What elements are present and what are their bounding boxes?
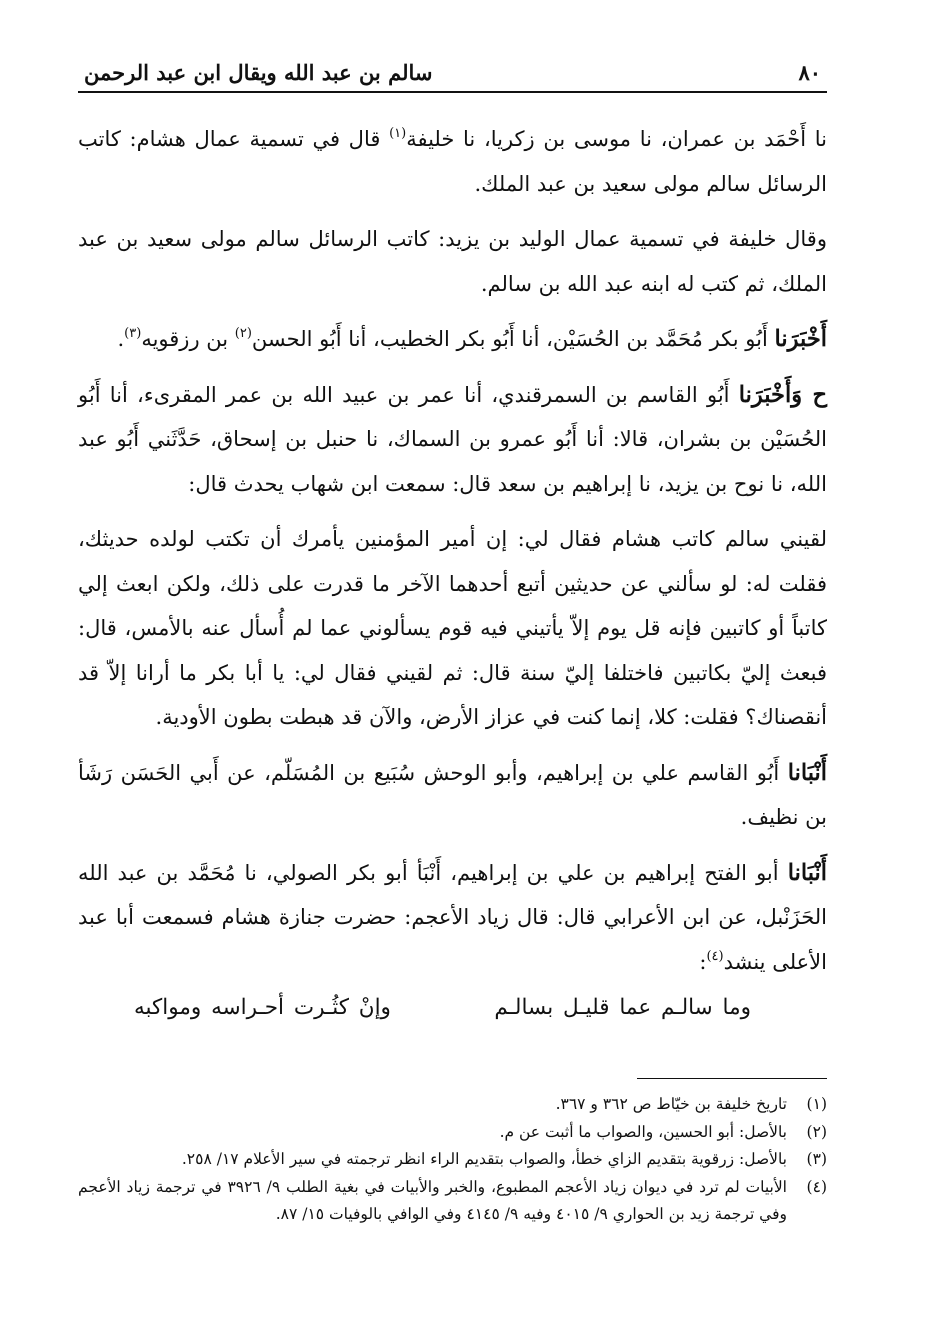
running-title: سالم بن عبد الله ويقال ابن عبد الرحمن — [84, 60, 433, 85]
footnote-text: بالأصل: زرقوية بتقديم الزاي خطأ، والصواب بتقديم الراء انظر ترجمته في سير الأعلام ١٧/ ٢٥٨. — [181, 1150, 787, 1168]
poetry-verse — [78, 995, 827, 1020]
paragraph-7-text-b: : — [699, 949, 707, 974]
verse-second-hemistich: وإنْ كثُـرت أحـراسه ومواكبه — [134, 995, 391, 1020]
paragraph-3-text-b: بن رزقويه — [141, 327, 235, 351]
paragraph-4 — [78, 373, 827, 507]
footnote-2 — [78, 1119, 827, 1147]
footnote-text: الأبيات لم ترد في ديوان زياد الأعجم المطبوع، والخبر والأبيات في بغية الطلب ٩/ ٣٩٢٦ في ترجمة زياد الأعجم وفي ترجمة زيد بن الحواري ٩/ ٤٠١٥ وفيه ٩/ ٤١٤٥ وفي الوافي بالوفيات ١٥/ ٨٧. — [78, 1177, 787, 1223]
footnote-number: (٣) — [806, 1150, 827, 1168]
paragraph-3-text-c: . — [117, 327, 125, 351]
isnad-lead-akhbarana: أَخْبَرَنا — [774, 326, 827, 352]
footnote-number: (١) — [806, 1095, 827, 1113]
isnad-lead-anbana-2: أَنْبَانا — [787, 859, 827, 886]
footnote-1 — [78, 1091, 827, 1119]
footnote-number: (٤) — [806, 1177, 827, 1196]
footnote-3 — [78, 1146, 827, 1174]
paragraph-6 — [78, 751, 827, 840]
footnote-ref-2: (٢) — [234, 326, 252, 341]
paragraph-7 — [78, 851, 827, 985]
paragraph-2: وقال خليفة في تسمية عمال الوليد بن يزيد: كاتب الرسائل سالم مولى سعيد بن عبد الملك، ثم كتب له ابنه عبد الله بن سالم. — [78, 227, 827, 296]
footnote-text: بالأصل: أبو الحسين، والصواب ما أثبت عن م. — [499, 1122, 787, 1141]
book-page — [78, 60, 827, 1229]
header-rule — [78, 91, 827, 93]
footnote-ref-4: (٤) — [706, 948, 724, 964]
paragraph-5: لقيني سالم كاتب هشام فقال لي: إن أمير المؤمنين يأمرك أن تكتب لولده حديثك، فقلت له: لو سألني عن حديثين أتبع أحدهما الآخر ما قدرت على ذلك، ولكن ابعث إلي كاتباً أو كاتبين فإنه قل يوم إلاّ يأتيني فيه قوم يسألوني عما لم أُسأل عنه بالأمس، قال: فبعث إليّ بكاتبين فاختلفا إليّ سنة قال: ثم لقيني فقال لي: يا أبا بكر ما أرانا إلاّ قد أنقصناك؟ فقلت: كلا، إنما كنت في عزاز الأرض، والآن قد هبطت بطون الأودية. — [78, 527, 827, 729]
isnad-lead-anbana-1: أَنْبَانا — [787, 759, 827, 786]
footnote-text: تاريخ خليفة بن خيّاط ص ٣٦٢ و ٣٦٧. — [555, 1095, 787, 1113]
paragraph-3 — [78, 317, 827, 362]
paragraph-1 — [78, 117, 827, 206]
isnad-lead-wa-akhbarana: ح وَأَخْبَرَنا — [738, 381, 827, 408]
paragraph-1-text-b: قال في تسمية عمال هشام: كاتب الرسائل سالم مولى سعيد بن عبد الملك. — [78, 127, 827, 196]
paragraph-6-text: أَبُو القاسم علي بن إبراهيم، وأبو الوحش سُبَيع بن المُسَلّم، عن أَبي الحَسَن رَشَأ بن نظيف. — [78, 760, 827, 829]
running-header — [78, 60, 827, 91]
footnote-rule — [637, 1078, 827, 1079]
verse-first-hemistich: وما سالـم عما قليـل بسالـم — [494, 995, 751, 1020]
footnote-number: (٢) — [806, 1122, 827, 1141]
paragraph-4-text: أَبُو القاسم بن السمرقندي، أنا عمر بن عبيد الله بن عمر المقرىء، أنا أَبُو الحُسَيْن بن بشران، قالا: أنا أَبُو عمرو بن السماك، نا حنبل بن إسحاق، حَدَّثَني أَبُو عبد الله، نا نوح بن يزيد، نا إبراهيم بن سعد قال: سمعت ابن شهاب يحدث قال: — [78, 382, 827, 496]
paragraph-1-text-a: نا أَحْمَد بن عمران، نا موسى بن زكريا، نا خليفة — [406, 127, 828, 151]
footnotes — [78, 1091, 827, 1229]
page-number: ٨٠ — [798, 60, 821, 85]
footnote-4 — [78, 1174, 827, 1229]
footnote-ref-3: (٣) — [124, 326, 142, 341]
paragraph-3-text-a: أَبُو بكر مُحَمَّد بن الحُسَيْن، أنا أَبُو بكر الخطيب، أنا أَبُو الحسن — [251, 327, 775, 351]
paragraph-7-text-a: أبو الفتح إبراهيم بن علي بن إبراهيم، أَنْبَأ أبو بكر الصولي، نا مُحَمَّد بن عبد الله الحَزَنْبل، عن ابن الأعرابي قال: قال زياد الأعجم: حضرت جنازة هشام فسمعت أبا عبد الأعلى ينشد — [78, 860, 827, 974]
footnote-ref-1: (١) — [389, 126, 407, 141]
